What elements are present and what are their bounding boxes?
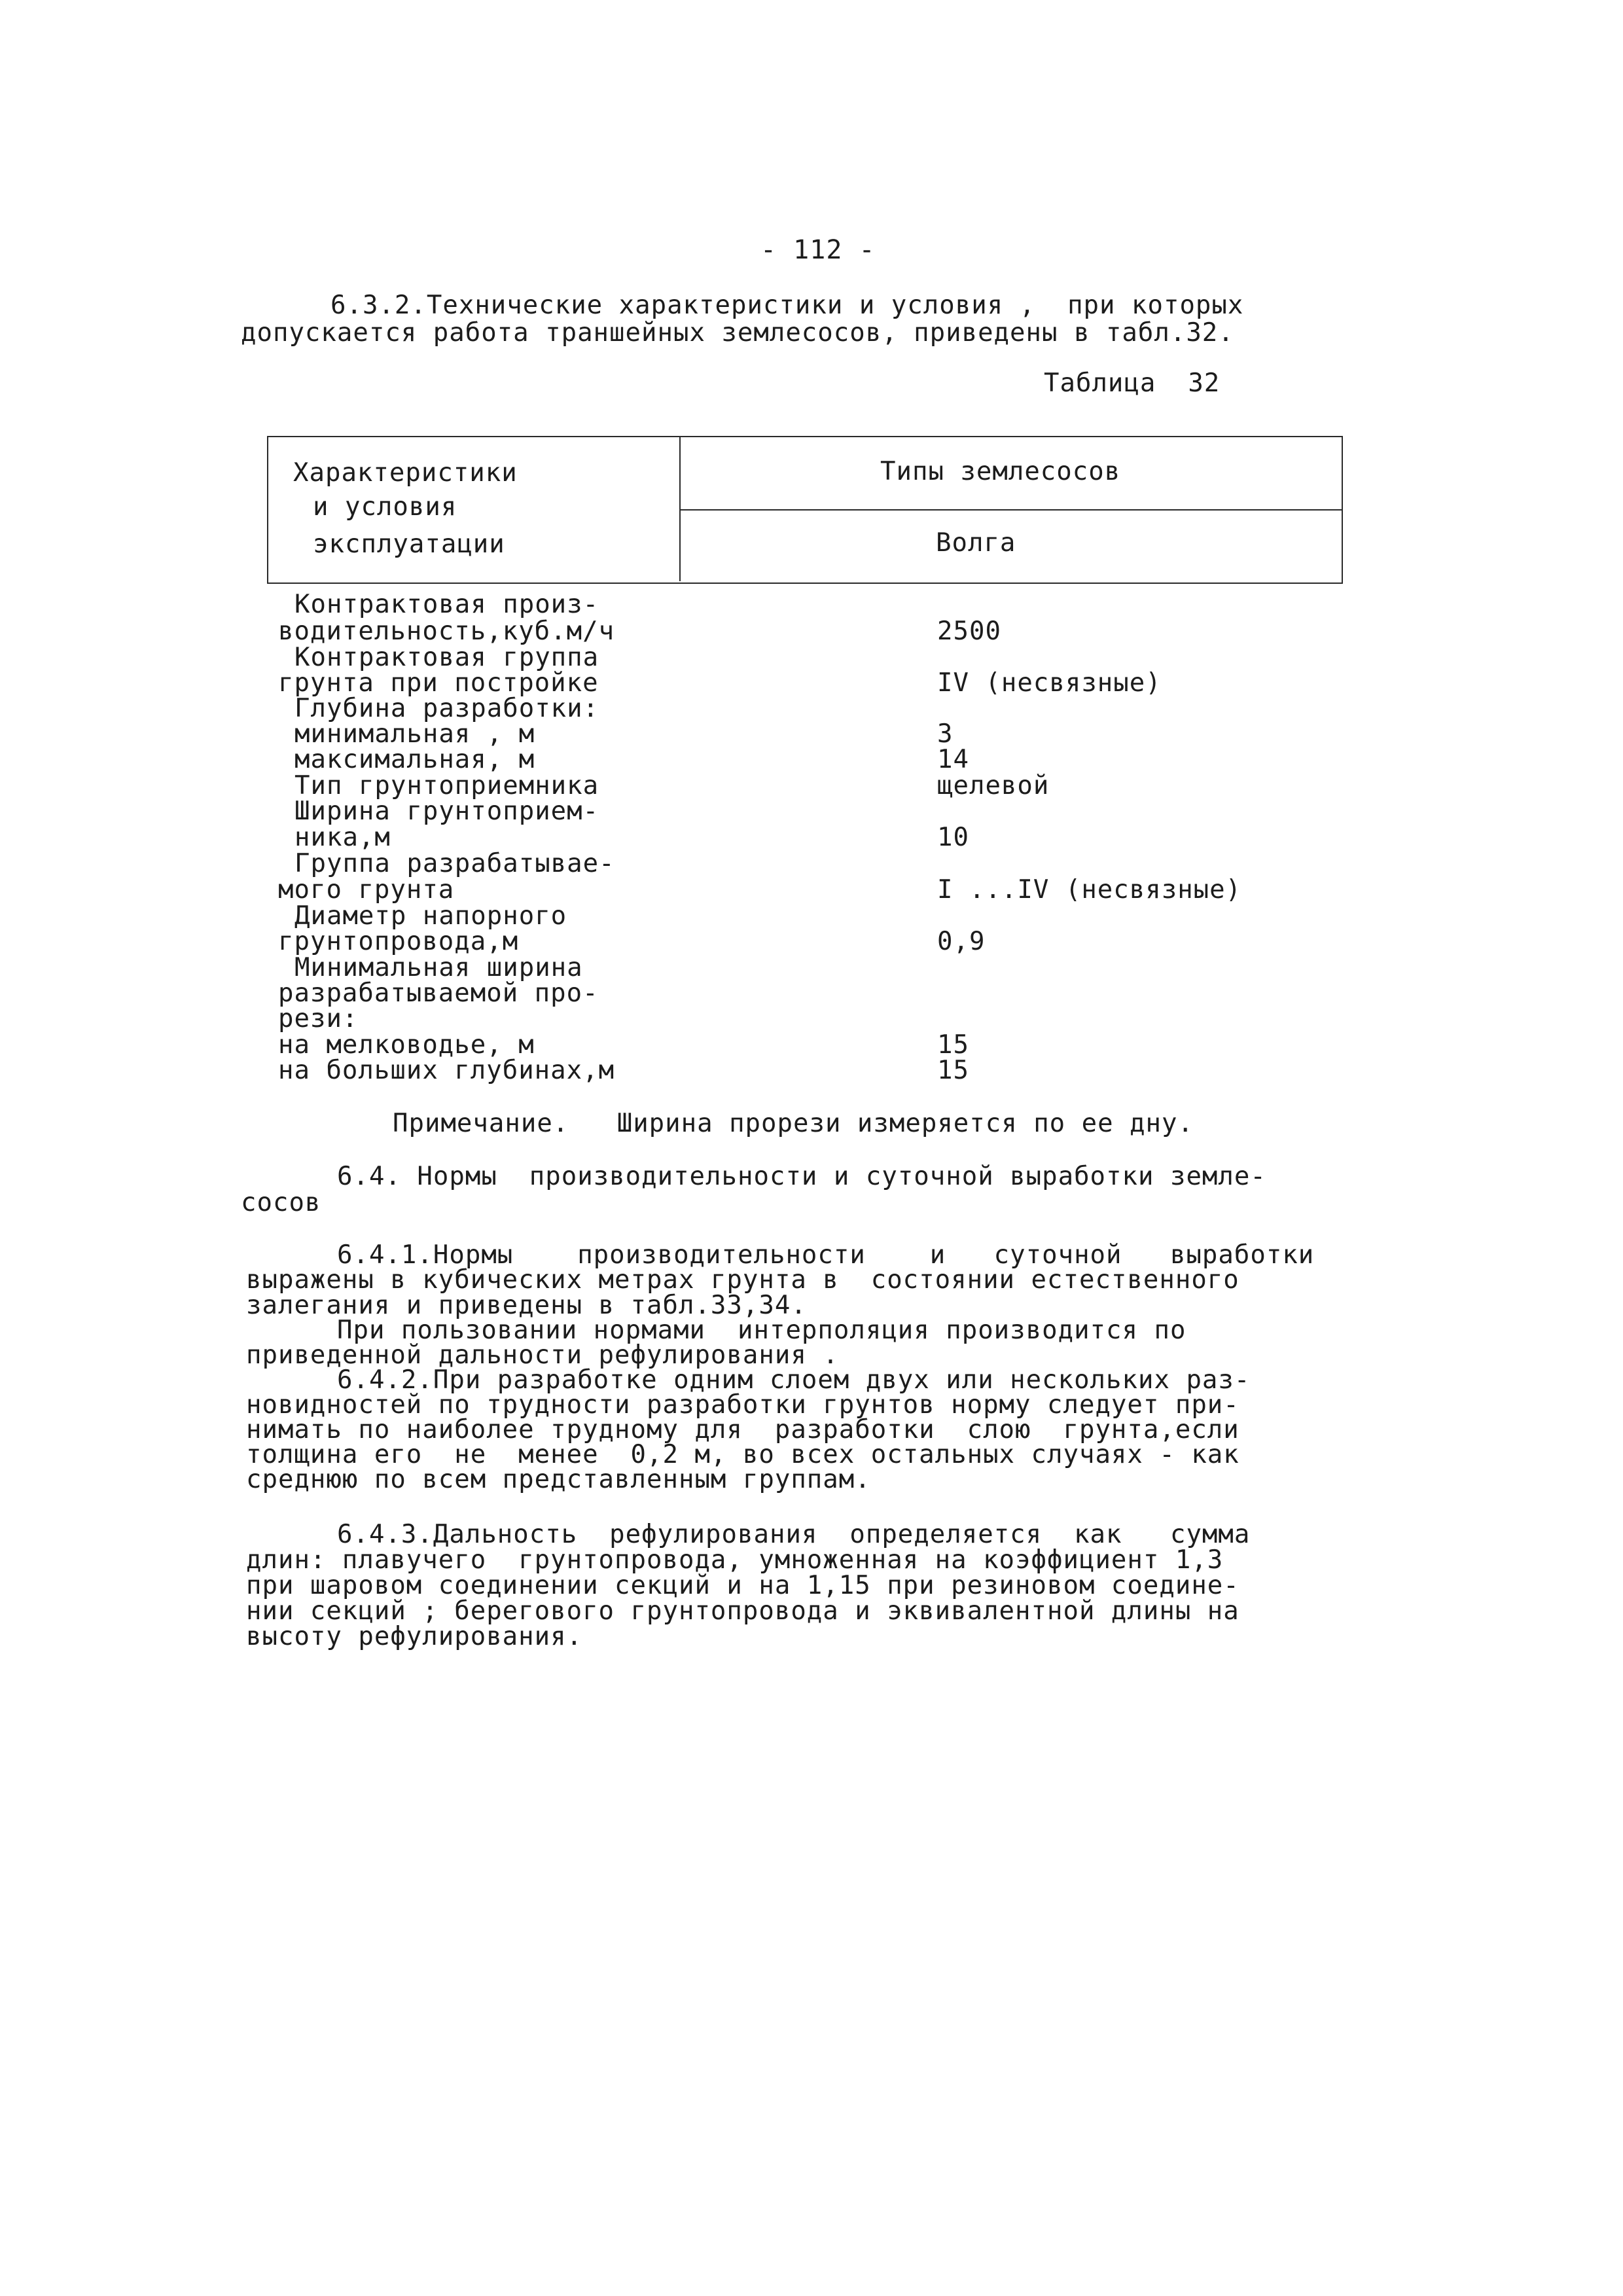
row-left: разрабатываемой про- [278,978,599,1008]
para-6-4-1-line-4: При пользовании нормами интерполяция производится по [337,1316,1186,1345]
row-value: I ...IV (несвязные) [937,875,1242,905]
para-6-4-3-line-4: нии секций ; берегового грунтопровода и эквивалентной длины на [246,1596,1240,1626]
row-value: 15 [937,1030,969,1060]
table-note: Примечание. Ширина прорези измеряется по ее дну. [393,1109,1194,1138]
para-6-4-1-line-5: приведенной дальности рефулирования . [246,1340,839,1370]
row-left: максимальная, м [294,745,535,774]
row-left: мого грунта [278,875,455,905]
row-left: водительность,куб.м/ч [278,617,615,646]
para-6-4-1-line-3: залегания и приведены в табл.33,34. [246,1291,807,1320]
para-6-4-3-line-5: высоту рефулирования. [246,1622,583,1651]
para-6-4-3-line-2: длин: плавучего грунтопровода, умноженная на коэффициент 1,3 [246,1545,1224,1575]
row-left: грунтопровода,м [278,927,519,956]
row-left: Глубина разработки: [294,694,599,723]
row-left: на мелководье, м [278,1030,535,1060]
header-left-line-2: и условия [313,492,457,522]
header-left-line-3: эксплуатации [313,529,505,559]
row-left: рези: [278,1004,359,1033]
section-6-4-line-2: сосов [241,1188,321,1217]
row-left: Контрактовая группа [294,643,599,672]
row-left: ника,м [294,823,391,852]
section-6-4-line-1: 6.4. Нормы производительности и суточной выработки земле- [337,1162,1266,1191]
row-value: 2500 [937,617,1001,646]
row-left: грунта при постройке [278,668,599,698]
para-6-4-2-line-5: среднюю по всем представленным группам. [246,1465,871,1494]
row-left: Минимальная ширина [294,953,583,982]
intro-line-1: 6.3.2.Технические характеристики и условия , при которых [330,291,1244,320]
table-header-divider [679,436,681,581]
row-value: 0,9 [937,927,986,956]
row-left: Группа разрабатывае- [294,849,615,878]
header-group: Типы землесосов [880,457,1121,486]
para-6-4-2-line-1: 6.4.2.При разработке одним слоем двух или нескольких раз- [337,1365,1251,1395]
row-value: 15 [937,1056,969,1085]
table-header-subrule [679,509,1342,511]
row-value: 3 [937,719,954,749]
row-left: Диаметр напорного [294,901,567,931]
row-value: IV (несвязные) [937,668,1162,698]
row-left: Ширина грунтоприем- [294,797,599,826]
para-6-4-1-line-2: выражены в кубических метрах грунта в состоянии естественного [246,1265,1240,1295]
row-value: щелевой [937,771,1050,800]
row-value: 14 [937,745,969,774]
para-6-4-1-line-1: 6.4.1.Нормы производительности и суточной выработки [337,1240,1315,1270]
row-value: 10 [937,823,969,852]
intro-line-2: допускается работа траншейных землесосов, приведены в табл.32. [241,318,1234,348]
header-sub: Волга [936,528,1016,558]
para-6-4-2-line-4: толщина его не менее 0,2 м, во всех остальных случаях - как [246,1440,1240,1469]
para-6-4-3-line-1: 6.4.3.Дальность рефулирования определяется как сумма [337,1520,1251,1549]
row-left: минимальная , м [294,719,535,749]
row-left: Контрактовая произ- [294,590,599,619]
table-label: Таблица 32 [1044,368,1221,398]
page-number: - 112 - [760,235,876,265]
header-left-line-1: Характеристики [293,458,518,488]
row-left: Тип грунтоприемника [294,771,599,800]
row-left: на больших глубинах,м [278,1056,615,1085]
para-6-4-3-line-3: при шаровом соединении секций и на 1,15 при резиновом соедине- [246,1571,1240,1600]
para-6-4-2-line-3: нимать по наиболее трудному для разработки слою грунта,если [246,1415,1240,1444]
para-6-4-2-line-2: новидностей по трудности разработки грунтов норму следует при- [246,1390,1240,1420]
